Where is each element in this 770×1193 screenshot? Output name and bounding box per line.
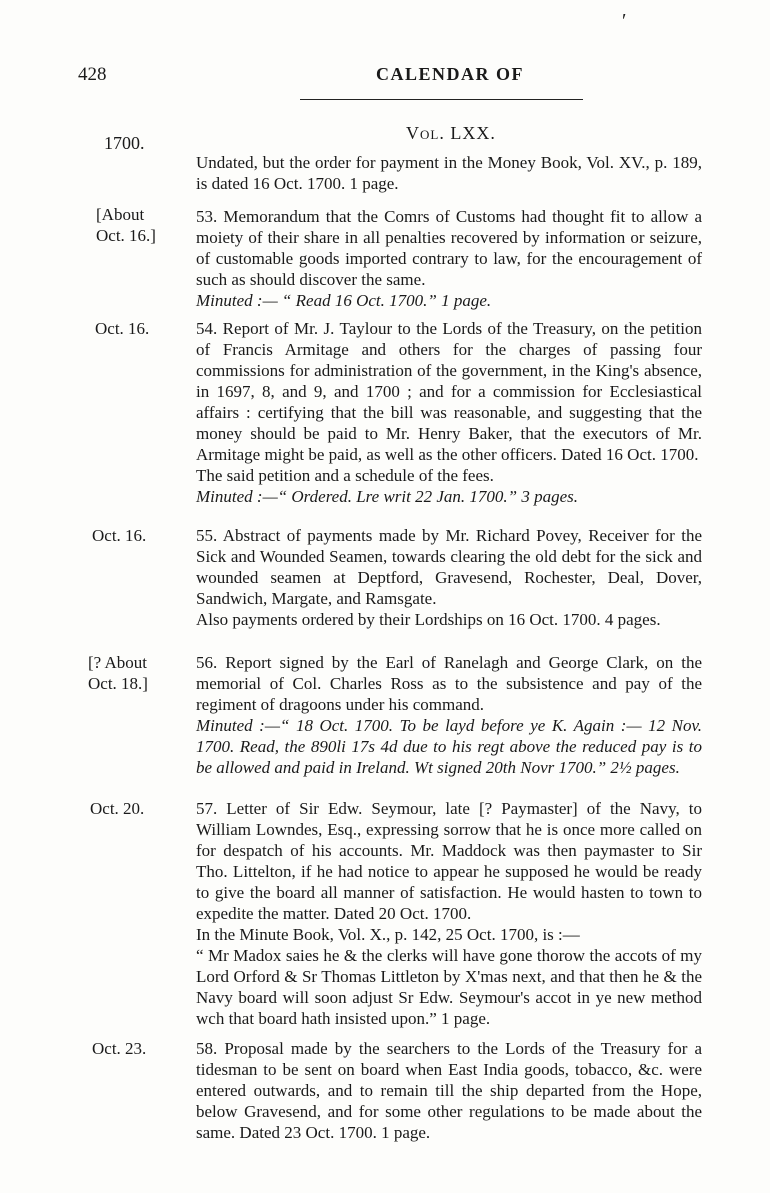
page-number: 428 — [78, 64, 107, 85]
entry-paragraph: The said petition and a schedule of the fees. — [196, 466, 494, 485]
margin-year: 1700. — [104, 133, 145, 153]
entry-paragraph: Also payments ordered by their Lordships on 16 Oct. 1700. 4 pages. — [196, 610, 661, 629]
header-rule — [300, 99, 583, 100]
entry-58 — [196, 1038, 702, 1143]
entry-paragraph: 56. Report signed by the Earl of Ranelagh and George Clark, on the memorial of Col. Charles Ross as to the subsistence and pay of the regiment of dragoons under his command. — [196, 653, 702, 714]
entry-paragraph: In the Minute Book, Vol. X., p. 142, 25 Oct. 1700, is :— — [196, 925, 580, 944]
entry-paragraph: 54. Report of Mr. J. Taylour to the Lords of the Treasury, on the petition of Francis Armitage and others for the charges of passing four commissions for administration of the government, in the King's absence, in 1697, 8, and 9, and 1700 ; and for a commission for Ecclesiastical affairs : certifying that the bill was reasonable, and suggesting that the money should be paid to Mr. Henry Baker, that the executors of Mr. Armitage might be paid, as well as the other officers. Dated 16 Oct. 1700. — [196, 319, 702, 464]
entry-56 — [196, 652, 702, 778]
entry-date: Oct. 16. — [95, 319, 150, 338]
entry-paragraph: 55. Abstract of payments made by Mr. Richard Povey, Receiver for the Sick and Wounded Seamen, towards clearing the old debt for the sick and wounded seamen at Deptford, Gravesend, Rochester, Deal, Dover, Sandwich, Margate, and Ramsgate. — [196, 526, 702, 608]
entry-minute: Minuted :—“ Ordered. Lre writ 22 Jan. 1700.” 3 pages. — [196, 487, 579, 506]
entry-54 — [196, 318, 702, 507]
entry-55 — [196, 525, 702, 630]
entry-date: [? About Oct. 18.] — [88, 653, 148, 693]
entry-minute: Minuted :—“ 18 Oct. 1700. To be layd before ye K. Again :— 12 Nov. 1700. Read, the 890li 17s 4d due to his regt above the reduced pay is to be allowed and paid in Ireland. Wt signed 20th Novr 1700.” 2½ pages. — [196, 716, 702, 777]
volume-heading: Vol. LXX. — [406, 123, 496, 143]
entry-paragraph: 53. Memorandum that the Comrs of Customs had thought fit to allow a moiety of their share in all penalties recovered by information or seizure, of customable goods imported contrary to law, for the encouragement of such as should discover the same. — [196, 207, 702, 289]
entry-date: [About Oct. 16.] — [96, 205, 156, 245]
entry-quotation: “ Mr Madox saies he & the clerks will have gone thorow the accots of my Lord Orford & Sr Thomas Littleton by X'mas next, and that then he & the Navy board will soon adjust Sr Edw. Seymour's accot in ye new method wch that board hath insisted upon.” 1 page. — [196, 946, 702, 1028]
entry-date: Oct. 16. — [92, 526, 147, 545]
entry-53 — [196, 206, 702, 311]
entry-minute: Minuted :— “ Read 16 Oct. 1700.” 1 page. — [196, 291, 492, 310]
entry-paragraph: 58. Proposal made by the searchers to the Lords of the Treasury for a tidesman to be sent on board when East India goods, tobacco, &c. were entered outwards, and to remain till the ship departed from the Hope, below Gravesend, and for some other regulations to be made about the same. Dated 23 Oct. 1700. 1 page. — [196, 1039, 702, 1142]
entry-paragraph: 57. Letter of Sir Edw. Seymour, late [? Paymaster] of the Navy, to William Lowndes, Esq., expressing sorrow that he is once more called on for despatch of his accounts. Mr. Maddock was then paymaster to Sir Tho. Littelton, if he had notice to appear he supposed he would be ready to give the board all manner of satisfaction. He would hasten to town to expedite the matter. Dated 20 Oct. 1700. — [196, 799, 702, 923]
entry-undated — [196, 152, 702, 194]
corner-mark: ′ — [622, 10, 627, 32]
running-title: CALENDAR OF — [375, 64, 524, 84]
entry-date: Oct. 23. — [92, 1039, 147, 1058]
entry-paragraph: Undated, but the order for payment in the Money Book, Vol. XV., p. 189, is dated 16 Oct. 1700. 1 page. — [196, 153, 702, 193]
entry-57 — [196, 798, 702, 1029]
entry-date: Oct. 20. — [90, 799, 145, 818]
